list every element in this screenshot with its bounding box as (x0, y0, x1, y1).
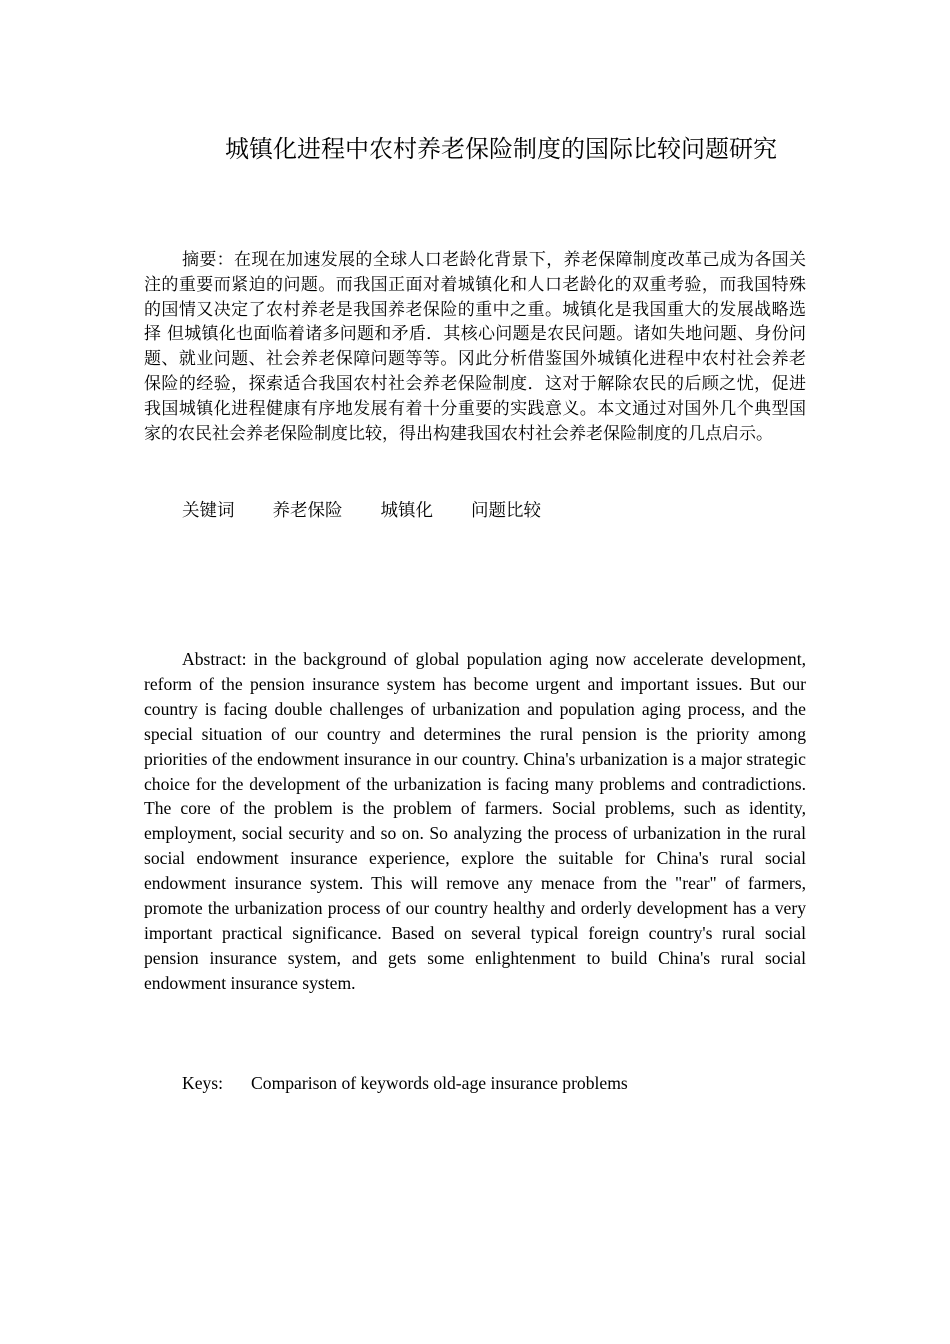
keyword-item: 问题比较 (471, 501, 541, 521)
document-title: 城镇化进程中农村养老保险制度的国际比较问题研究 (225, 135, 777, 163)
english-keywords (182, 1070, 628, 1096)
keys-value: Comparison of keywords old-age insurance problems (251, 1073, 628, 1093)
keyword-item: 养老保险 (272, 501, 343, 521)
keys-label: Keys: (182, 1073, 224, 1093)
chinese-keywords (182, 497, 541, 525)
keywords-label: 关键词 (182, 501, 235, 521)
chinese-abstract: 摘要：在现在加速发展的全球人口老龄化背景下，养老保障制度改革己成为各国关注的重要而紧迫的问题。而我国正面对着城镇化和人口老龄化的双重考验，而我国特殊的国情又决定了农村养老是我国养老保险的重中之重。城镇化是我国重大的发展战略选择 但城镇化也面临着诸多问题和矛盾．其核心问题是农民问题。诸如失地问题、身份问题、就业问题、社会养老保障问题等等。冈此分析借鉴国外城镇化进程中农村社会养老保险的经验，探索适合我国农村社会养老保险制度．这对于解除农民的后顾之忧，促进我国城镇化进程健康有序地发展有着十分重要的实践意义。本文通过对国外几个典型国家的农民社会养老保险制度比较，得出构建我国农村社会养老保险制度的几点启示。 (144, 250, 806, 444)
english-abstract: Abstract: in the background of global population aging now accelerate development, reform of the pension insurance system has become urgent and important issues. But our country is facing double challenges of urbanization and population aging process, and the special situation of our country and determines the rural pension is the priority among priorities of the endowment insurance in our country. China's urbanization is a major strategic choice for the development of the urbanization is facing many problems and contradictions. The core of the problem is the problem of farmers. Social problems, such as identity, employment, social security and so on. So analyzing the process of urbanization in the rural social endowment insurance experience, explore the suitable for China's rural social endowment insurance system. This will remove any menace from the "rear" of farmers, promote the urbanization process of our country healthy and orderly development has a very important practical significance. Based on several typical foreign country's rural social pension insurance system, and gets some enlightenment to build China's rural social endowment insurance system. (144, 649, 806, 993)
keyword-item: 城镇化 (380, 501, 433, 521)
